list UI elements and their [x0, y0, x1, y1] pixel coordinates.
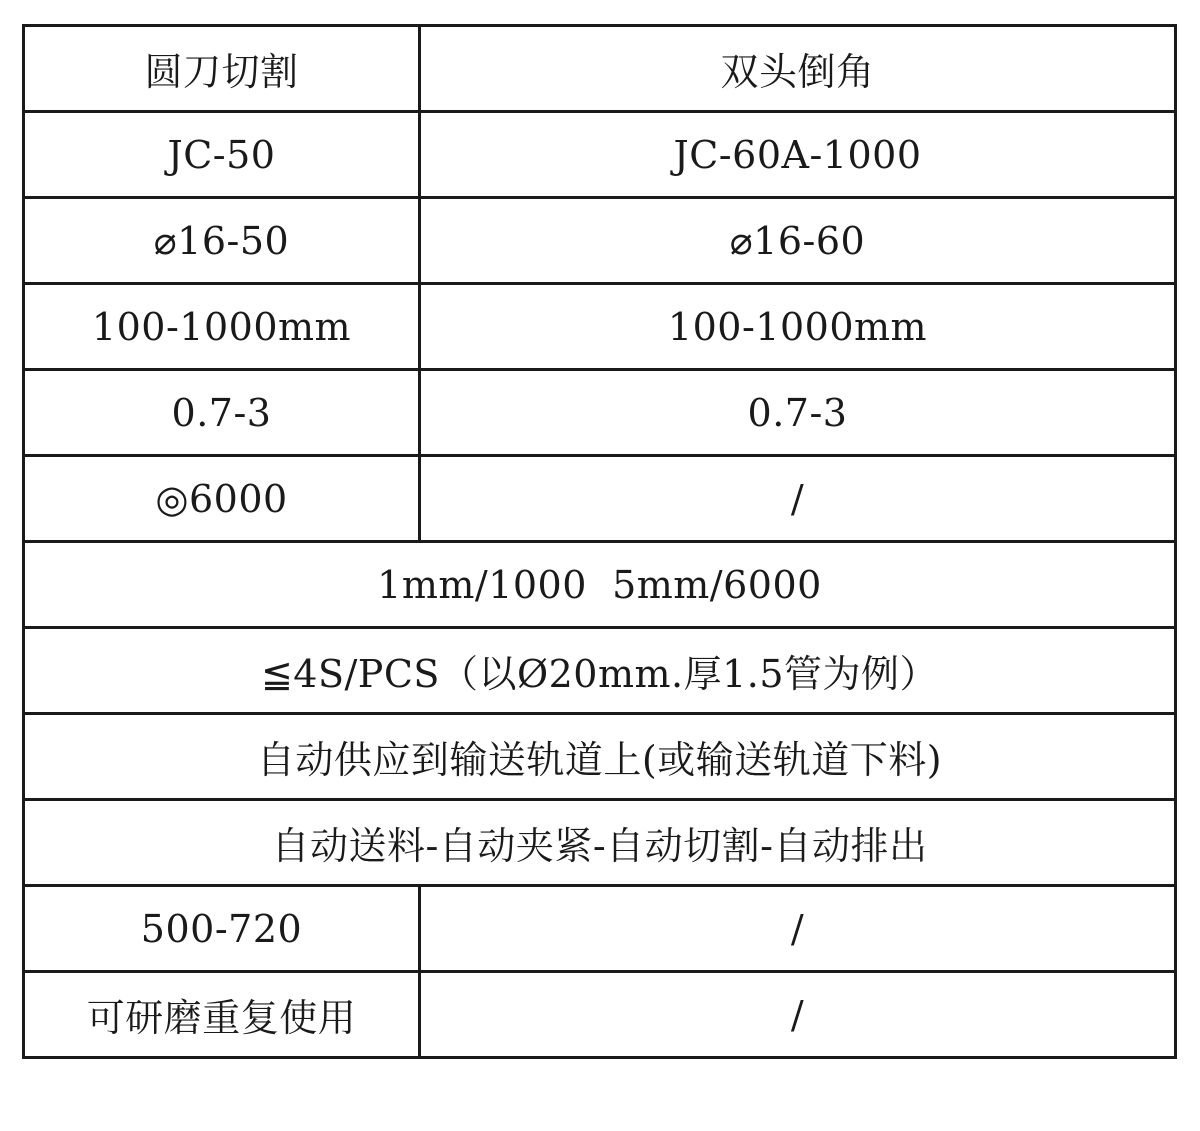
table-row: [24, 714, 1176, 800]
cell-method-round-blade-cutting: 圆刀切割: [24, 26, 420, 112]
table-row: [24, 628, 1176, 714]
table-row: [24, 198, 1176, 284]
cell-thickness-right: 0.7-3: [420, 370, 1176, 456]
cell-thickness-left: 0.7-3: [24, 370, 420, 456]
cell-model-left: JC-50: [24, 112, 420, 198]
cell-blade-left: ◎6000: [24, 456, 420, 542]
cell-feeding: 自动供应到输送轨道上(或输送轨道下料): [24, 714, 1176, 800]
table-row: [24, 542, 1176, 628]
cell-length-right: 100-1000mm: [420, 284, 1176, 370]
cell-method-double-end-chamfering: 双头倒角: [420, 26, 1176, 112]
table-row: [24, 972, 1176, 1058]
table-row: [24, 456, 1176, 542]
cell-diameter-left: ⌀16-50: [24, 198, 420, 284]
cell-length-left: 100-1000mm: [24, 284, 420, 370]
table-row: [24, 370, 1176, 456]
table-row: [24, 112, 1176, 198]
table-row: [24, 886, 1176, 972]
table-row: [24, 800, 1176, 886]
cell-process-flow: 自动送料-自动夹紧-自动切割-自动排出: [24, 800, 1176, 886]
cell-blade-right: /: [420, 456, 1176, 542]
cell-diameter-right: ⌀16-60: [420, 198, 1176, 284]
cell-speed: ≦4S/PCS（以Ø20mm.厚1.5管为例）: [24, 628, 1176, 714]
cell-model-right: JC-60A-1000: [420, 112, 1176, 198]
cell-precision: 1mm/1000 5mm/6000: [24, 542, 1176, 628]
spec-table: [22, 24, 1177, 1059]
cell-blade-reuse-right: /: [420, 972, 1176, 1058]
table-row: [24, 26, 1176, 112]
cell-capacity-right: /: [420, 886, 1176, 972]
cell-blade-reuse-left: 可研磨重复使用: [24, 972, 420, 1058]
cell-capacity-left: 500-720: [24, 886, 420, 972]
table-row: [24, 284, 1176, 370]
